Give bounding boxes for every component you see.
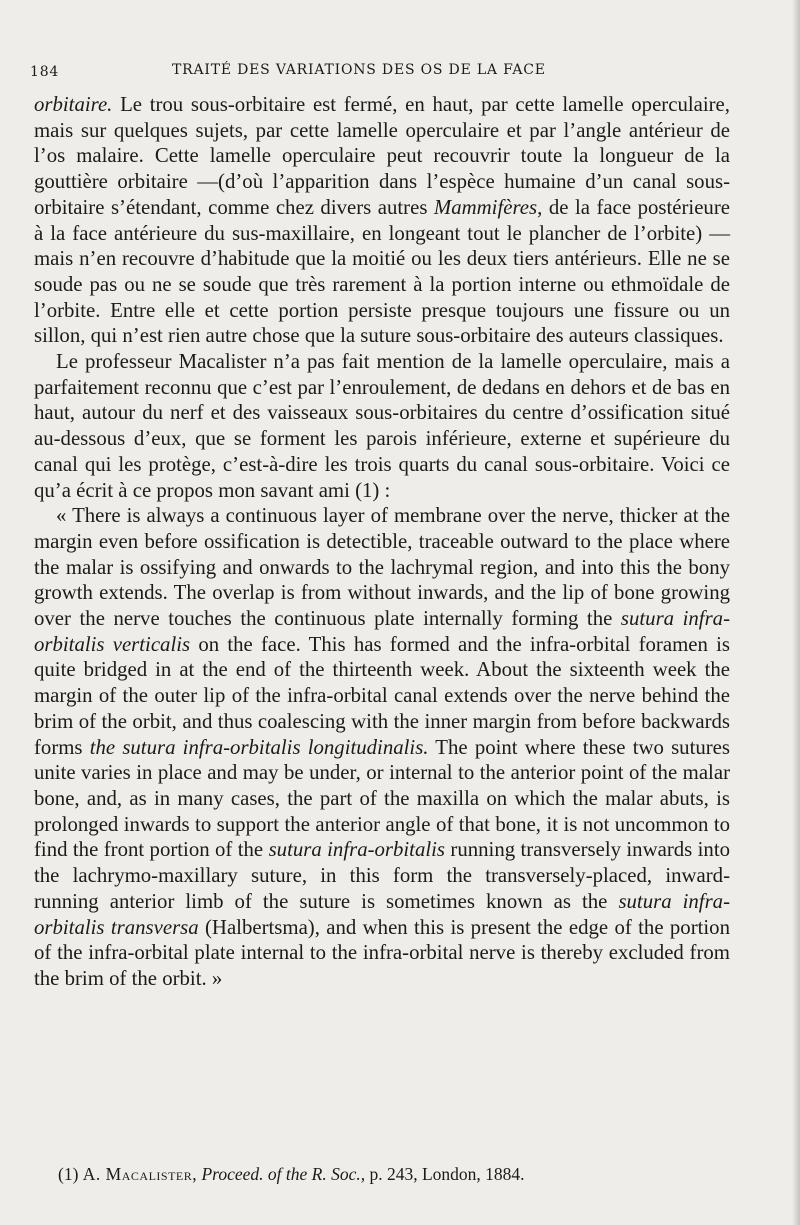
footnote-citation: p. 243, London, 1884.	[365, 1164, 525, 1184]
running-header	[30, 58, 756, 88]
page-number: 184	[30, 64, 60, 80]
text-run: « There is always a continuous layer of membrane over the nerve, thicker at the margin even before ossification is detectible, traceable outward to the place where the malar is ossifying and onwards to the lachrymal region, and into this the bony growth extends. The overlap is from without inwards, and the lip of bone growing over the nerve touches the continuous plate internally forming the	[34, 504, 730, 631]
footnote-author: A. Macalister,	[82, 1164, 198, 1184]
body-text	[34, 92, 730, 992]
text-run: running transversely inwards into the lachrymo-maxillary suture, in this form the transversely-placed, inward-running anterior limb of the suture is sometimes known as the	[34, 838, 731, 913]
text-run: Mammifères,	[433, 195, 543, 219]
text-run: on the face. This has formed and the infra-orbital foramen is quite bridged in at the end of the thirteenth week. About the sixteenth week the margin of the outer lip of the infra-orbital canal extends over the nerve behind the brim of the orbit, and thus coalescing with the inner margin from before backwards forms	[34, 632, 730, 759]
paragraph-1	[34, 92, 730, 349]
text-run: de la face postérieure à la face antérieure du sus-maxillaire, en longeant tout le plancher de l’orbite) — mais n’en recouvre d’habitude que la moitié ou les deux tiers antérieurs. Elle ne se soude pas ou ne se soude que très rarement à la portion interne ou ethmoïdale de l’orbite. Entre elle et cette portion persiste presque toujours une fissure ou un sillon, qui n’est rien autre chose que la suture sous-orbitaire des auteurs classiques.	[34, 195, 730, 348]
text-run: Le trou sous-orbitaire est fermé, en haut, par cette lamelle operculaire, mais sur quelques sujets, par cette lamelle operculaire et par l’angle antérieur de l’os malaire. Cette lamelle operculaire peut recouvrir toute la longueur de la gouttière orbitaire —(d’où l’apparition dans l’espèce humaine d’un canal sous-orbitaire s’étendant, comme chez divers autres	[34, 93, 730, 219]
text-run: sutura infra-orbitalis	[268, 838, 446, 862]
text-run: sutura infra-orbitalis verticalis	[34, 607, 731, 656]
footnote	[58, 1164, 738, 1185]
footnote-marker: (1)	[58, 1164, 83, 1184]
footnote-journal: Proceed. of the R. Soc.,	[201, 1164, 366, 1184]
quotation-paragraph	[34, 503, 730, 991]
paragraph-2	[34, 349, 730, 503]
text-run: sutura infra-orbitalis transversa	[34, 889, 730, 939]
text-run: Le professeur Macalister n’a pas fait mention de la lamelle operculaire, mais a parfaitement reconnu que c’est par l’enroulement, de dedans en dehors et de bas en haut, autour du nerf et des vaisseaux sous-orbitaires du centre d’ossification situé au-dessous d’eux, que se forment les parois inférieure, externe et supérieure du canal qui les protège, c’est-à-dire les trois quarts du canal sous-orbitaire. Voici ce qu’a écrit à ce propos mon savant ami (1) :	[34, 350, 730, 502]
text-run: the sutura infra-orbitalis longitudinalis.	[89, 735, 429, 759]
running-title: TRAITÉ DES VARIATIONS DES OS DE LA FACE	[172, 62, 546, 78]
page-edge-shadow	[792, 0, 800, 1225]
text-run: The point where these two sutures unite varies in place and may be under, or internal to the anterior point of the malar bone, and, as in many cases, the part of the maxilla on which the malar abuts, is prolonged inwards to support the anterior angle of that bone, it is not uncommon to find the front portion of the	[34, 735, 730, 862]
text-run: orbitaire.	[34, 93, 113, 116]
text-run: (Halbertsma), and when this is present the edge of the portion of the infra-orbital plate internal to the infra-orbital nerve is thereby excluded from the brim of the orbit. »	[34, 915, 730, 990]
